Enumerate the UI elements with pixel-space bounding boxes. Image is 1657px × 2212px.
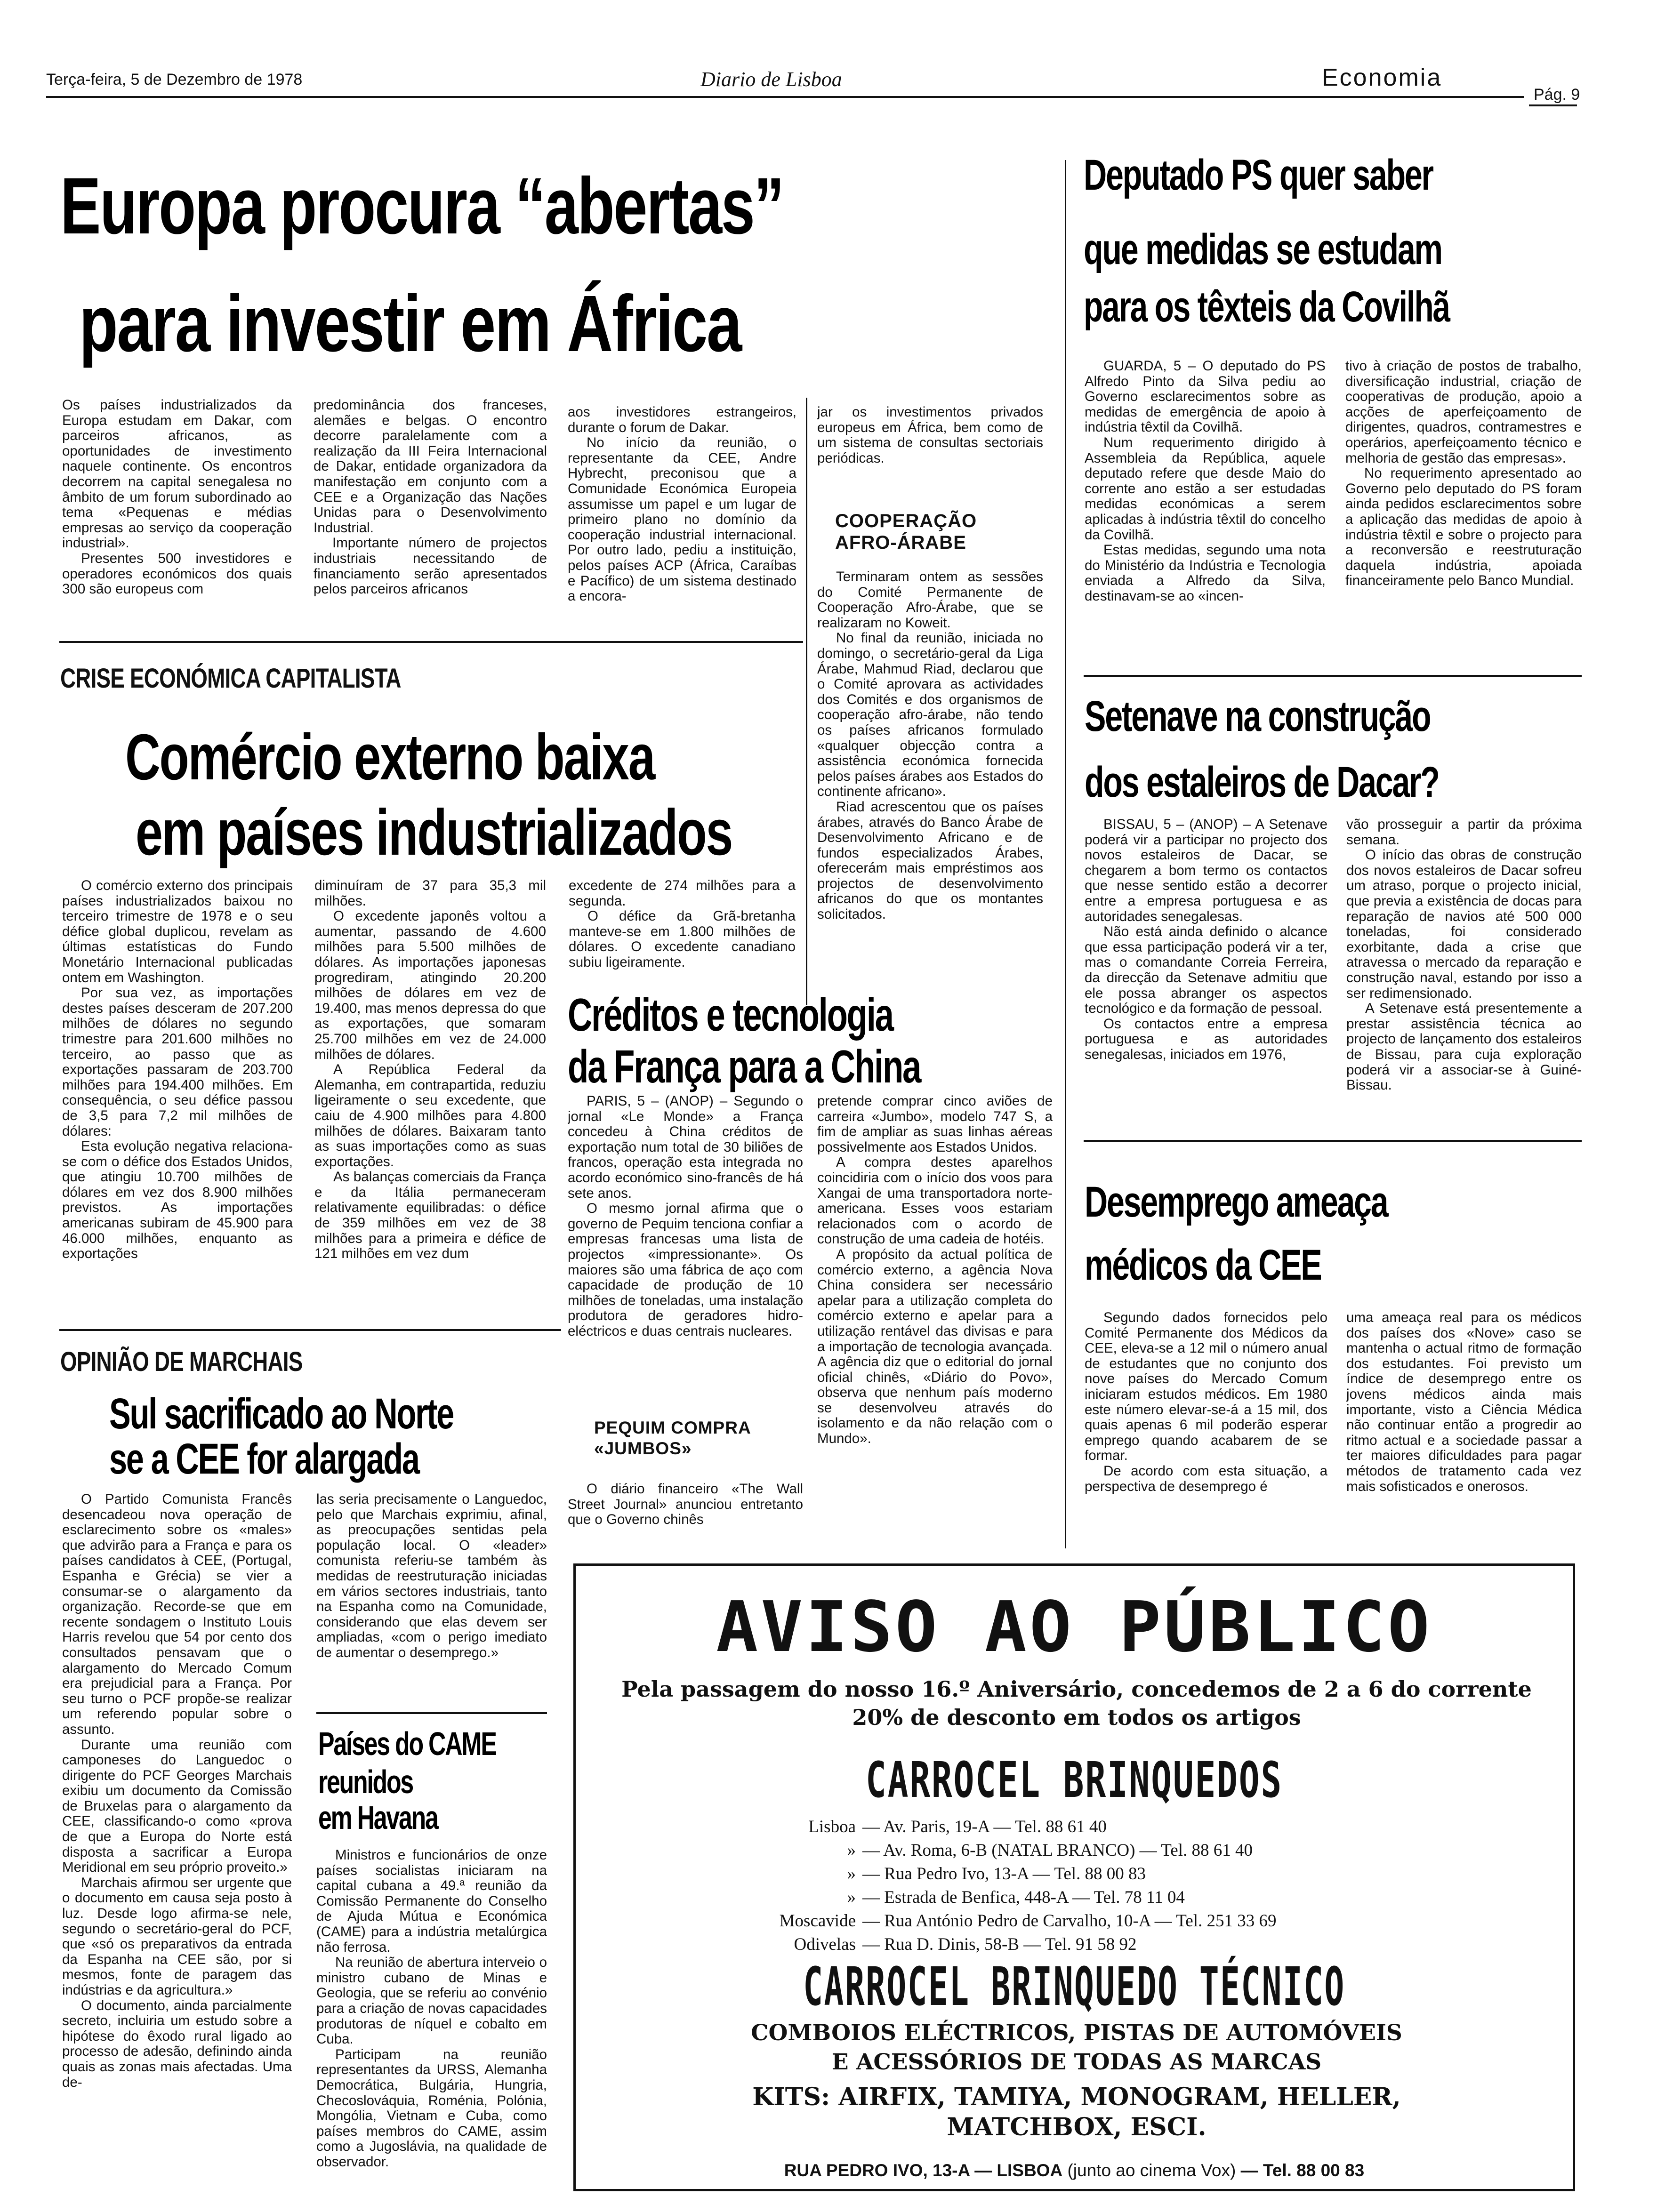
came-p3: Participam na reunião representantes da URSS, Alemanha Democrática, Bulgária, Hungria, Checoslováquia, Roménia, Polónia, Mongólia, Vietnam e Cuba, como países membros do CAME, assim como a Jugoslávia, na qualidade de observador.: [316, 2046, 547, 2170]
column-rule-right: [1065, 160, 1066, 1548]
headline-europa-line1: Europa procura “abertas”: [60, 161, 784, 251]
china-col-1b: [568, 1482, 803, 1547]
setenave-col-2: [1346, 817, 1582, 1123]
ad-subtitle: Pela passagem do nosso 16.º Aniversário, concedemos de 2 a 6 do corrente 20% de desconto em todos os artigos: [621, 1676, 1532, 1730]
comercio-p5: O excedente japonês voltou a aumentar, passando de 4.600 milhões para 5.500 milhões de dólares. As importações japonesas progrediram, atingindo 20.200 milhões de dólares em vez de 19.400, mas menos depressa do que as exportações, que somaram 25.700 milhões em vez de 24.000 milhões de dólares.: [314, 908, 546, 1062]
headline-came-line2: reunidos: [318, 1763, 413, 1800]
setenave-p6: A Setenave está presentemente a prestar assistência técnica ao projecto de lançamento dos estaleiros de Bissau, para cuja exploração poderá vir a associar-se à Guiné-Bissau.: [1346, 1001, 1582, 1093]
ad-shop-location: Moscavide: [779, 1911, 856, 1931]
ad-shop-row: [736, 1886, 1442, 1909]
headline-setenave-line2: dos estaleiros de Dacar?: [1085, 758, 1439, 806]
headline-china-line2: da França para a China: [568, 1041, 921, 1092]
ad-brand-1: CARROCEL BRINQUEDOS: [866, 1751, 1283, 1809]
comercio-p6: A República Federal da Alemanha, em contrapartida, reduziu ligeiramente o seu excedente, que caiu de 4.900 milhões para 4.800 milhões de dólares. Baixaram tanto as suas importações como as suas exportações.: [314, 1062, 546, 1170]
comercio-p3: Esta evolução negativa relaciona-se com o défice dos Estados Unidos, que atingiu 10.700 milhões de dólares em vez dos 8.900 milhões previstos. As importações americanas subiram de 45.900 para 46.000 milhões, enquanto as exportações: [62, 1138, 293, 1262]
china-p3: O diário financeiro «The Wall Street Journal» anunciou entretanto que o Governo chinês: [568, 1482, 803, 1528]
europa-p6: No início da reunião, o representante da CEE, Andre Hybrecht, preconisou que a Comunidade Económica Europeia assumisse um papel e um lugar de primeiro plano no domínio da cooperação industrial internacional. Por outro lado, pediu a instituição, pelos países ACP (África, Caraíbas e Pacífico) de um sistema destinado a encora-: [568, 435, 796, 604]
china-p5: A compra destes aparelhos coincidiria com o início dos voos para Xangai de uma transportadora norte-americana. Esses voos estariam relacionados com o acordo de construção de uma cadeia de hotéis.: [817, 1154, 1053, 1247]
china-p1: PARIS, 5 – (ANOP) – Segundo o jornal «Le Monde» a França concedeu à China créditos de exportação num total de 30 biliões de francos, operação esta integrada no acordo económico sino-francês de há sete anos.: [568, 1094, 803, 1201]
headline-china-line1: Créditos e tecnologia: [568, 989, 893, 1041]
headline-covilha-line3: para os têxteis da Covilhã: [1084, 283, 1449, 331]
section-name: Economia: [1322, 64, 1442, 91]
china-col-1: [568, 1094, 803, 1386]
medicos-col-1: [1085, 1310, 1327, 1546]
headline-medicos-line2: médicos da CEE: [1085, 1241, 1321, 1289]
marchais-p4: O documento, ainda parcialmente secreto, incluiria um estudo sobre a hipótese do êxodo rural ligado ao processo de adesão, definindo ainda quais as zonas mais afectadas. Uma de-: [62, 1997, 292, 2090]
advertisement-box: [573, 1563, 1575, 2191]
europa-p5: aos investidores estrangeiros, durante o forum de Dakar.: [568, 405, 796, 435]
china-col-2: [817, 1094, 1053, 1536]
europa-p2: Presentes 500 investidores e operadores económicos dos quais 300 são europeus com: [62, 550, 292, 597]
comercio-col-1: [62, 878, 293, 1319]
comercio-p1: O comércio externo dos principais países industrializados baixou no terceiro trimestre de 1978 e o seu défice global duplicou, revelam as últimas estatísticas do Fundo Monetário Internacional publicadas ontem em Washington.: [62, 878, 293, 986]
covilha-col-1: [1085, 359, 1326, 669]
covilha-col-2: [1345, 359, 1582, 669]
marchais-col-1: [62, 1492, 292, 2193]
ad-address-tel: — Tel. 88 00 83: [1240, 2161, 1365, 2180]
ad-shop-row: [736, 1933, 1442, 1956]
europa-p1: Os países industrializados da Europa estudam em Dakar, com parceiros africanos, as oportunidades de investimento naquele continente. Os encontros decorrem na capital senegalesa no âmbito de um forum subordinado ao tema «Pequenas e médias empresas ao serviço da cooperação industrial».: [62, 398, 292, 551]
covilha-p3: Estas medidas, segundo uma nota do Ministério da Indústria e Tecnologia enviada a Alfredo da Silva, destinavam-se ao «incen-: [1085, 542, 1326, 604]
headline-covilha-line2: que medidas se estudam: [1084, 225, 1442, 273]
ad-shop-list: [736, 1815, 1442, 1956]
covilha-p1: GUARDA, 5 – O deputado do PS Alfredo Pinto da Silva pediu ao Governo esclarecimentos sobre as medidas de emergência de apoio à indústria têxtil da Covilhã.: [1085, 359, 1326, 435]
covilha-p5: No requerimento apresentado ao Governo pelo deputado do PS foram ainda pedidos esclarecimentos sobre a aplicação das medidas de apoio à indústria têxtil e sobre o projecto para a reconversão e reestruturação daquela indústria, apoiada financeiramente pelo Banco Mundial.: [1345, 465, 1582, 589]
comercio-col-3: [569, 878, 796, 1001]
marchais-p3: Marchais afirmou ser urgente que o documento em causa seja posto à luz. Desde logo afirma-se nele, segundo o secretário-geral do PCF, que «só os preparativos da entrada da Espanha na CEE são, por si mesmos, fonte de paragem das indústrias e da agricultura.»: [62, 1875, 292, 1998]
europa-col-4: [817, 405, 1043, 471]
ad-address-main: RUA PEDRO IVO, 13-A — LISBOA: [784, 2161, 1063, 2180]
came-p1: Ministros e funcionários de onze países socialistas iniciaram na capital cubana a 49.ª reunião da Comissão Permanente do Conselho de Ajuda Mútua e Económica (CAME) para a indústria metalúrgica não ferrosa.: [316, 1848, 547, 1955]
china-p6: A propósito da actual política de comércio externo, a agência Nova China considera ser necessário apelar para a utilização completa do comércio externo e apelar para a utilização rentável das divisas e para a importação de tecnologia avançada. A agência diz que o editorial do jornal oficial chinês, «Diário do Povo», observa que nenhum país moderno se desenvolveu através do isolamento e da não relação com o Mundo».: [817, 1246, 1053, 1447]
rule-setenave-bottom: [1084, 1140, 1582, 1142]
ad-address: [576, 2161, 1573, 2180]
ad-address-note: (junto ao cinema Vox): [1067, 2161, 1236, 2180]
marchais-col-2: [316, 1492, 547, 1713]
ad-shop-row: [736, 1862, 1442, 1886]
masthead-page-rule: [1529, 104, 1577, 106]
marchais-p2: Durante uma reunião com camponeses do Languedoc o dirigente do PCF Georges Marchais exibiu um documento da Comissão de Bruxelas para o alargamento da CEE, classificando-o como «prova de que a Europa do Norte está disposta a sacrificar a Europa Meridional em seu próprio proveito.»: [62, 1737, 292, 1875]
headline-marchais-line1: Sul sacrificado ao Norte: [109, 1390, 453, 1438]
europa-col-4b: [817, 569, 1043, 1012]
europa-p8: Terminaram ontem as sessões do Comité Permanente de Cooperação Afro-Árabe, que se realizaram no Koweit.: [817, 569, 1043, 631]
ad-shop-location: »: [847, 1841, 856, 1860]
headline-marchais-line2: se a CEE for alargada: [109, 1435, 419, 1483]
marchais-p1: O Partido Comunista Francês desencadeou nova operação de esclarecimento sobre os «males» que advirão para a França e para os países candidatos à CEE, (Portugal, Espanha e Grécia) se vier a consumar-se o alargamento da organização. Recorde-se que em recente sondagem o Instituto Louis Harris revelou que 54 por cento dos consultados pensavam que o alargamento do Mercado Comum era prejudicial para a França. Por seu turno o PCF propõe-se realizar um referendo popular sobre o assunto.: [62, 1492, 292, 1737]
setenave-p3: Os contactos entre a empresa portuguesa e as autoridades senegalesas, iniciados em 1976,: [1085, 1016, 1327, 1062]
comercio-p8: excedente de 274 milhões para a segunda.: [569, 878, 796, 909]
ad-shop-address: — Rua D. Dinis, 58-B — Tel. 91 58 92: [862, 1935, 1137, 1954]
medicos-p3: uma ameaça real para os médicos dos países dos «Nove» caso se mantenha o actual ritmo de formação dos estudantes. Foi previsto um índice de desemprego entre os jovens médicos ainda mais importante, visto a Ciência Médica não continuar então a progredir ao ritmo actual e a sociedade passar a ter maiores dificuldades para pagar métodos de tratamento cada vez mais sofisticados e onerosos.: [1346, 1310, 1582, 1494]
kicker-crise: CRISE ECONÓMICA CAPITALISTA: [60, 663, 401, 694]
comercio-p2: Por sua vez, as importações destes países desceram de 207.200 milhões de dólares no segundo trimestre para 201.600 milhões no terceiro, ao passo que as exportações passaram de 203.700 milhões para 194.400 milhões. Em consequência, o seu défice passou de 3,5 para 7,2 mil milhões de dólares:: [62, 985, 293, 1139]
ad-shop-row: [736, 1839, 1442, 1862]
ad-shop-address: — Estrada de Benfica, 448-A — Tel. 78 11 04: [862, 1888, 1185, 1907]
ad-line-1: COMBOIOS ELÉCTRICOS, PISTAS DE AUTOMÓVEIS: [751, 2020, 1402, 2046]
masthead-rule: [46, 96, 1524, 98]
medicos-p2: De acordo com esta situação, a perspectiva de desemprego é: [1085, 1463, 1327, 1494]
marchais-p5: las seria precisamente o Languedoc, pelo que Marchais exprimiu, afinal, as preocupações sentidas pela população local. O «leader» comunista referiu-se também às medidas de reestruturação iniciadas em vários sectores industriais, tanto na Espanha como na Comunidade, considerando que elas devem ser ampliadas, «com o perigo imediato de aumentar o desemprego.»: [316, 1492, 547, 1660]
comercio-col-2: [314, 878, 546, 1319]
setenave-p2: Não está ainda definido o alcance que essa participação poderá vir a ter, mas o comandante Correia Ferreira, da direcção da Setenave admitiu que ele possa abranger os aspectos tecnológico e da formação de pessoal.: [1085, 924, 1327, 1017]
china-p4: pretende comprar cinco aviões de carreira «Jumbo», modelo 747 S, a fim de ampliar as suas linhas aéreas possivelmente aos Estados Unidos.: [817, 1094, 1053, 1155]
ad-shop-row: [736, 1909, 1442, 1933]
came-col-1: [316, 1848, 547, 2193]
comercio-p9: O défice da Grã-bretanha manteve-se em 1.800 milhões de dólares. O excedente canadiano subiu ligeiramente.: [569, 908, 796, 970]
setenave-p5: O início das obras de construção dos novos estaleiros de Dacar sofreu um atraso, porque o projecto inicial, que previa a existência de docas para reparação de navios até 500 000 toneladas, foi considerado exorbitante, dada a crise que atravessa o mercado da reparação e construção naval, estando por isso a ser redimensionado.: [1346, 847, 1582, 1001]
setenave-p4: vão prosseguir a partir da próxima semana.: [1346, 817, 1582, 848]
ad-shop-address: — Av. Paris, 19-A — Tel. 88 61 40: [862, 1817, 1107, 1836]
europa-p9: No final da reunião, iniciada no domingo, o secretário-geral da Liga Árabe, Mahmud Riad, declarou que o Comité aprovara as actividades dos Comités e dos organismos de cooperação afro-árabe, não tendo os países africanos formulado «qualquer objecção contra a assistência económica fornecida pelos países árabes aos Estados do continente africano».: [817, 630, 1043, 800]
setenave-p1: BISSAU, 5 – (ANOP) – A Setenave poderá vir a participar no projecto dos novos estaleiros de Dacar, se chegarem a bom termo os contactos que nesse sentido estão a decorrer entre a empresa portuguesa e as autoridades senegalesas.: [1085, 817, 1327, 924]
ad-line-3: KITS: AIRFIX, TAMIYA, MONOGRAM, HELLER,: [752, 2083, 1401, 2111]
headline-setenave-line1: Setenave na construção: [1085, 692, 1431, 740]
covilha-p4: tivo à criação de postos de trabalho, diversificação industrial, criação de cooperativas de produção, apoio a acções de aperfeiçoamento de dirigentes, quadros, contramestres e operários, aperfeiçoamento técnico e melhoria de gestão das empresas».: [1345, 359, 1582, 466]
kicker-marchais: OPINIÃO DE MARCHAIS: [60, 1346, 303, 1377]
medicos-col-2: [1346, 1310, 1582, 1546]
europa-p10: Riad acrescentou que os países árabes, através do Banco Árabe de Desenvolvimento Africano e de fundos especializados Árabes, oferecerám mais empréstimos aos projectos de desenvolvimento africanos do que os montantes solicitados.: [817, 799, 1043, 922]
ad-shop-address: — Av. Roma, 6-B (NATAL BRANCO) — Tel. 88 61 40: [862, 1841, 1253, 1860]
comercio-p7: As balanças comerciais da França e da Itália permaneceram relativamente equilibradas: o défice de 359 milhões em vez de 38 milhões para a primeira e défice de 121 milhões em vez dum: [314, 1169, 546, 1262]
europa-col-3: [568, 405, 796, 642]
ad-title: AVISO AO PÚBLICO: [716, 1587, 1432, 1667]
ad-shop-address: — Rua António Pedro de Carvalho, 10-A — Tel. 251 33 69: [862, 1911, 1277, 1931]
ad-brand-2: CARROCEL BRINQUEDO TÉCNICO: [803, 1956, 1345, 2018]
rule-came-top: [316, 1712, 547, 1714]
rule-comercio-top: [59, 641, 803, 643]
page-number: Pág. 9: [1534, 86, 1580, 104]
ad-shop-location: Lisboa: [808, 1817, 856, 1836]
masthead-date: Terça-feira, 5 de Dezembro de 1978: [46, 71, 303, 88]
column-rule-left: [806, 398, 807, 1005]
europa-col-2: [314, 398, 547, 642]
europa-p4: Importante número de projectos industriais necessitando de financiamento serão apresentados pelos parceiros africanos: [314, 535, 547, 597]
came-p2: Na reunião de abertura interveio o ministro cubano de Minas e Geologia, que se referiu ao convénio para a criação de novas capacidades produtoras de níquel e cobalto em Cuba.: [316, 1955, 547, 2047]
china-p2: O mesmo jornal afirma que o governo de Pequim tenciona confiar a empresas francesas uma lista de projectos «impressionante». Os maiores são uma fábrica de aço com capacidade de produção de 10 milhões de toneladas, uma instalação produtora de geradores hidro-eléctricos e duas centrais nucleares.: [568, 1201, 803, 1339]
ad-shop-row: [736, 1815, 1442, 1839]
rule-covilha-bottom: [1084, 675, 1582, 677]
headline-comercio-line2: em países industrializados: [136, 796, 732, 869]
comercio-p4: diminuíram de 37 para 35,3 mil milhões.: [314, 878, 546, 909]
ad-line-4: MATCHBOX, ESCI.: [947, 2113, 1207, 2141]
europa-col-1: [62, 398, 292, 642]
ad-shop-address: — Rua Pedro Ivo, 13-A — Tel. 88 00 83: [862, 1864, 1146, 1883]
headline-europa-line2: para investir em África: [79, 279, 741, 369]
headline-covilha-line1: Deputado PS quer saber: [1084, 151, 1433, 199]
rule-marchais-top: [59, 1329, 561, 1331]
masthead-title: Diario de Lisboa: [700, 68, 842, 91]
ad-shop-location: Odivelas: [794, 1935, 856, 1954]
headline-medicos-line1: Desemprego ameaça: [1085, 1178, 1388, 1226]
setenave-col-1: [1085, 817, 1327, 1123]
headline-came-line1: Países do CAME: [318, 1725, 496, 1762]
ad-shop-location: »: [847, 1888, 856, 1907]
headline-comercio-line1: Comércio externo baixa: [125, 721, 654, 793]
headline-came-line3: em Havana: [318, 1799, 438, 1836]
europa-p7: jar os investimentos privados europeus em África, bem como de um sistema de consultas sectoriais periódicas.: [817, 405, 1043, 466]
subheading-cooperacao: COOPERAÇÃO AFRO-ÁRABE: [835, 511, 977, 553]
medicos-p1: Segundo dados fornecidos pelo Comité Permanente dos Médicos da CEE, eleva-se a 12 mil o número anual de estudantes que no conjunto dos nove países do Mercado Comum iniciaram estudos médicos. Em 1980 este número elevar-se-á a 15 mil, dos quais apenas 6 mil poderão esperar emprego quando acabarem de se formar.: [1085, 1310, 1327, 1464]
covilha-p2: Num requerimento dirigido à Assembleia da República, aquele deputado refere que desde Maio do corrente ano estão a ser estudadas medidas económicas a serem aplicadas à indústria têxtil do concelho da Covilhã.: [1085, 434, 1326, 543]
ad-line-2: E ACESSÓRIOS DE TODAS AS MARCAS: [831, 2049, 1322, 2075]
subheading-pequim: PEQUIM COMPRA «JUMBOS»: [594, 1418, 751, 1458]
europa-p3: predominância dos franceses, alemães e belgas. O encontro decorre paralelamente com a realização da III Feira Internacional de Dakar, entidade organizadora da manifestação em conjunto com a CEE e a Organização das Nações Unidas para o Desenvolvimento Industrial.: [314, 398, 547, 536]
ad-shop-location: »: [847, 1864, 856, 1883]
